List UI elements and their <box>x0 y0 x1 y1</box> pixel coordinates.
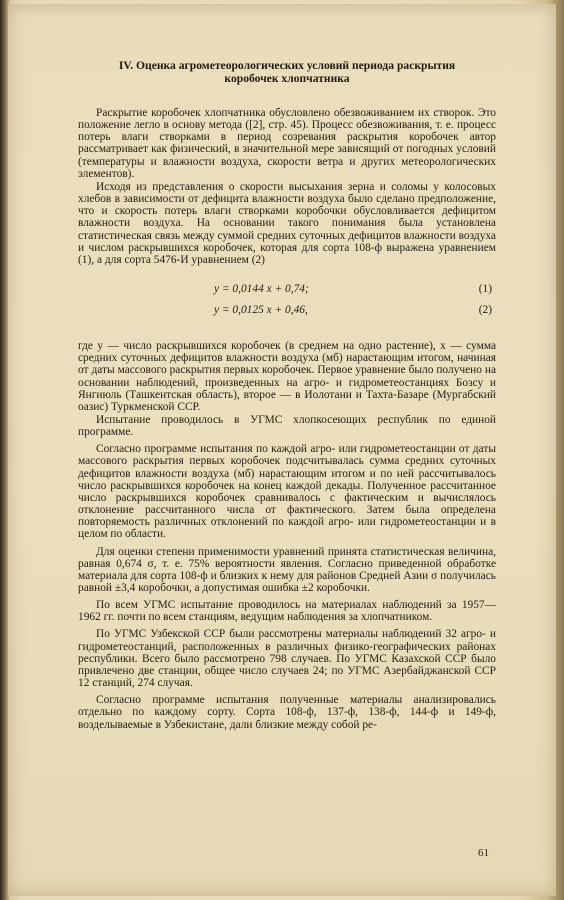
equation-2-expression: y = 0,0125 x + 0,46, <box>214 304 308 317</box>
equation-1 <box>78 280 496 301</box>
equation-1-number: (1) <box>478 283 492 296</box>
paragraph-8: По УГМС Узбекской ССР были рассмотрены материалы наблюдений 32 агро- и гидрометеостанций, расположенных в различных физико-географических районах республики. Всего было рассмотрено 798 случаев. По УГМС Казахской ССР было привлечено две станции, общее число случаев 24; по УГМС Азербайджанской ССР 12 станций, 274 случая. <box>78 628 496 690</box>
paragraph-1: Раскрытие коробочек хлопчатника обусловлено обезвоживанием их створок. Это положение легло в основу метода ([2], стр. 45). Процесс обезвоживания, т. е. процесс потерь влаги створками в период созревания раскрытия коробочек автор рассматривает как физический, в значительной мере зависящий от погодных условий (температуры и влажности воздуха, скорости ветра и других метеорологических элементов). <box>78 107 496 180</box>
paragraph-4: Испытание проводилось в УГМС хлопкосеющих республик по единой программе. <box>78 413 496 439</box>
paragraph-3: где y — число раскрывшихся коробочек (в среднем на одно растение), x — сумма средних суточных дефицитов влажности воздуха (мб) нарастающим итогом, начиная от даты массового раскрытия первых коробочек. Первое уравнение было получено на основании наблюдений, произведенных на агро- и гидрометеостанциях Бозсу и Янгиюль (Ташкентская область), второе — в Иолотани и Тахта-Базаре (Мургабский оазис) Туркменской ССР. <box>78 340 496 413</box>
equation-1-expression: y = 0,0144 x + 0,74; <box>214 283 309 296</box>
equation-2 <box>78 301 496 322</box>
paragraph-2: Исходя из представления о скорости высыхания зерна и соломы у колосовых хлебов в зависимости от дефицита влажности воздуха было сделано предположение, что и скорость потерь влаги створками коробочки обусловливается дефицитом влажности воздуха. На основании такого понимания была установлена статистическая связь между суммой средних суточных дефицитов влажности воздуха и числом раскрывшихся коробочек, которая для сорта 108-ф выражена уравнением (1), а для сорта 5476-И уравнением (2) <box>78 180 496 266</box>
section-heading <box>78 59 496 85</box>
page-text <box>78 59 496 731</box>
paragraph-6: Для оценки степени применимости уравнений принята статистическая величина, равная 0,674 σ, т. е. 75% вероятности явления. Согласно приведенной обработке материала для сорта 108-ф и близких к нему для районов Средней Азии σ получилась равной ±3,4 коробочки, а допустимая ошибка ±2 коробочки. <box>78 545 496 594</box>
book-page <box>8 4 556 896</box>
page-number: 61 <box>478 847 489 859</box>
paragraph-5: Согласно программе испытания по каждой агро- или гидрометеостанции от даты массового раскрытия первых коробочек подсчитывалась сумма средних суточных дефицитов влажности воздуха (мб) нарастающим итогом и по ней рассчитывалось число раскрывшихся коробочек на конец каждой декады. Полученное рассчитанное число раскрывшихся коробочек сравнивалось с фактическим и вычислялось отклонение рассчитанного числа от фактического. Затем была определена повторяемость различных отклонений по каждой агро- или гидрометеостанции и в целом по области. <box>78 443 496 541</box>
heading-line-1: IV. Оценка агрометеорологических условий периода раскрытия <box>118 59 456 72</box>
paragraph-9: Согласно программе испытания полученные материалы анализировались отдельно по каждому сорту. Сорта 108-ф, 137-ф, 138-ф, 144-ф и 149-ф, возделываемые в Узбекистане, дали близкие между собой ре- <box>78 694 496 731</box>
paragraph-7: По всем УГМС испытание проводилось на материалах наблюдений за 1957—1962 гг. почти по всем станциям, ведущим наблюдения за хлопчатником. <box>78 599 496 624</box>
equation-2-number: (2) <box>478 304 492 317</box>
equations-block <box>78 280 496 322</box>
heading-line-2: коробочек хлопчатника <box>224 72 350 85</box>
